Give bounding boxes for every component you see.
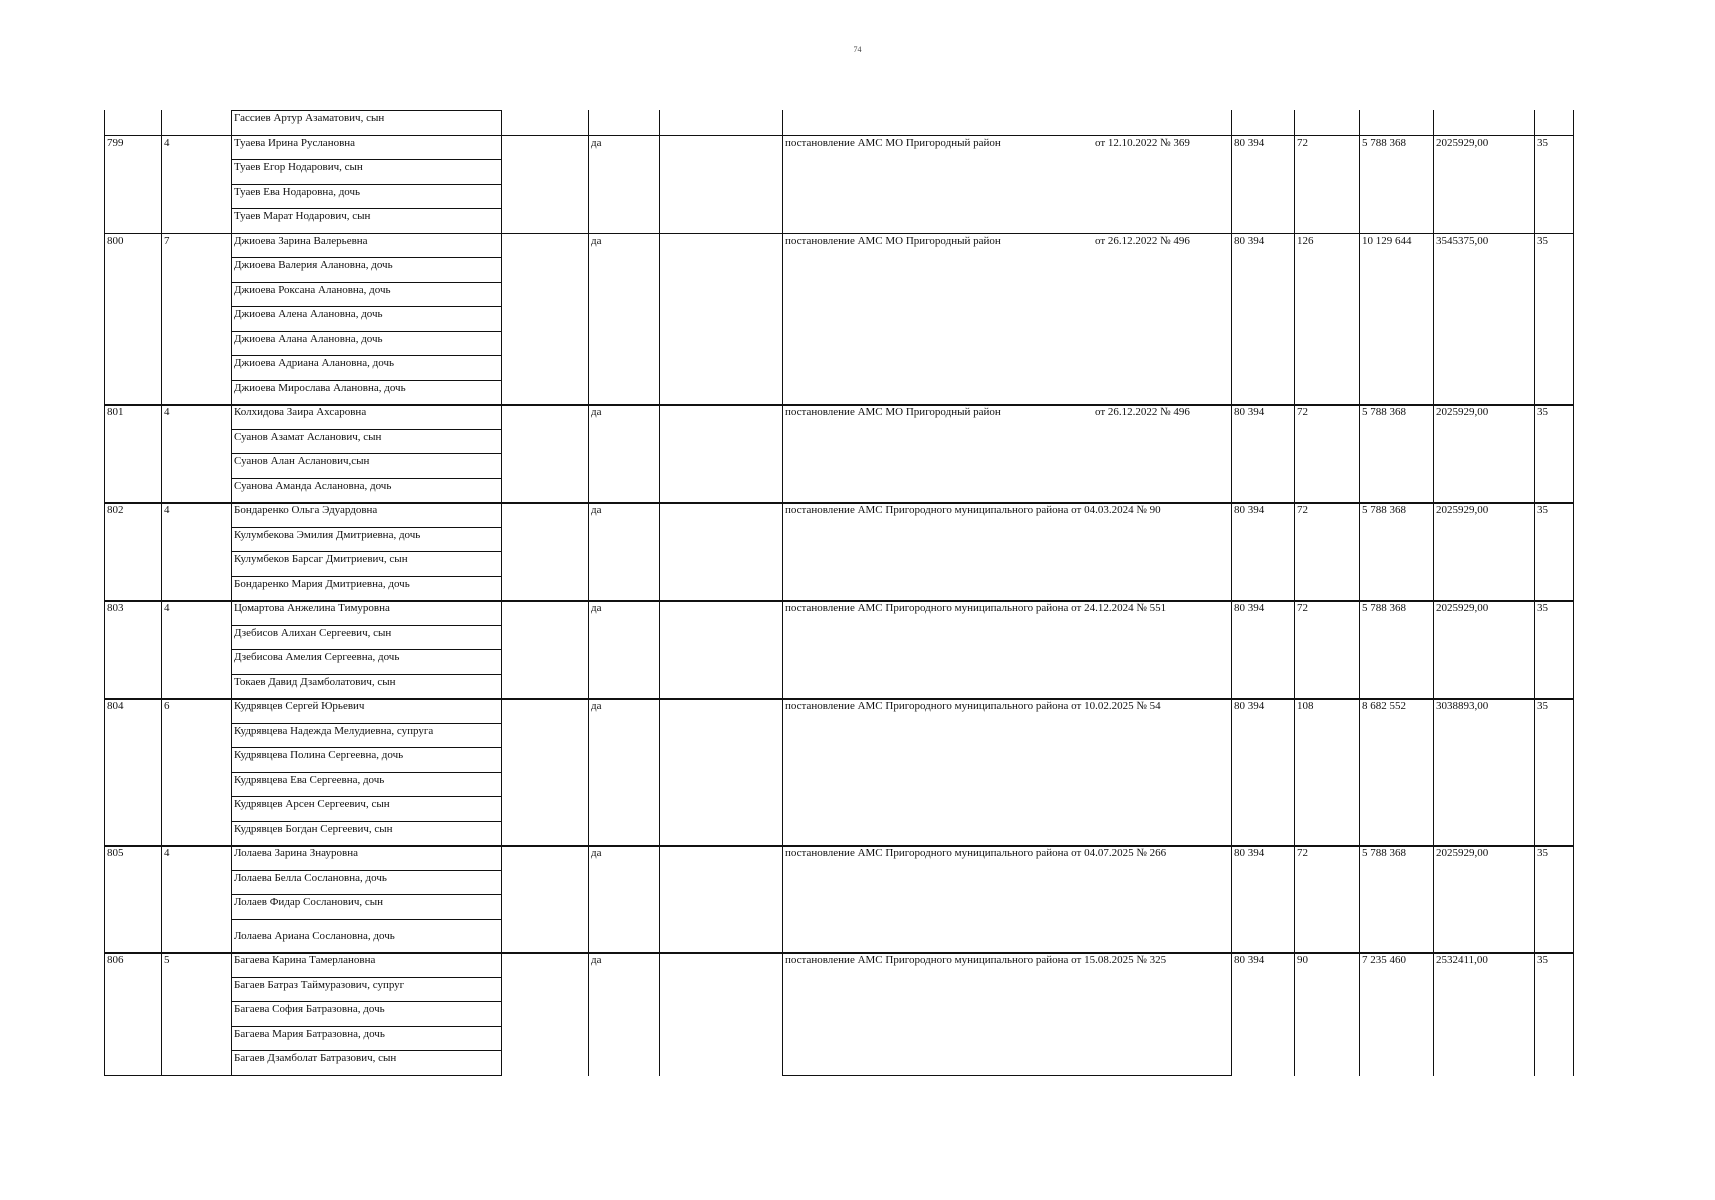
family-member-name: Лолаев Фидар Сосланович, сын <box>234 896 384 908</box>
total-sum: 5 788 368 <box>1362 602 1406 614</box>
payment-amount: 2025929,00 <box>1436 504 1489 516</box>
percent-value: 35 <box>1537 700 1548 712</box>
cost-norm: 80 394 <box>1234 136 1265 149</box>
family-member-name: Джиоева Роксана Алановна, дочь <box>234 283 391 296</box>
family-member-name: Туаев Ева Нодаровна, дочь <box>234 185 361 198</box>
payment-amount: 2025929,00 <box>1436 406 1489 418</box>
decree-text: постановление АМС МО Пригородный район <box>785 234 1001 247</box>
column-divider <box>782 110 783 1076</box>
family-member-name: Багаева София Батразовна, дочь <box>234 1003 385 1015</box>
family-member-name: Цомартова Анжелина Тимуровна <box>234 602 390 614</box>
eligibility-flag: да <box>591 700 602 712</box>
decree-date: от 12.10.2022 № 369 <box>1095 136 1190 149</box>
column-divider <box>1231 110 1232 1076</box>
family-size: 4 <box>164 136 170 149</box>
percent-value: 35 <box>1537 234 1548 247</box>
row-number: 803 <box>107 602 124 614</box>
decree-text: постановление АМС Пригородного муниципального района от 10.02.2025 № 54 <box>785 700 1161 712</box>
area-value: 90 <box>1297 954 1308 966</box>
payment-amount: 3038893,00 <box>1436 700 1489 712</box>
percent-value: 35 <box>1537 406 1548 418</box>
family-member-name: Багаева Мария Батразовна, дочь <box>234 1027 385 1040</box>
column-divider <box>588 110 589 1076</box>
decree-text: постановление АМС Пригородного муниципального района от 24.12.2024 № 551 <box>785 602 1167 614</box>
payment-amount: 3545375,00 <box>1436 234 1489 247</box>
family-member-name: Суанова Аманда Аслановна, дочь <box>234 479 392 492</box>
decree-text: постановление АМС Пригородного муниципального района от 04.03.2024 № 90 <box>785 504 1161 516</box>
row-number: 801 <box>107 406 124 418</box>
member-box-right <box>501 110 502 1076</box>
member-box-bottom <box>231 1075 501 1076</box>
family-member-name: Суанов Алан Асланович,сын <box>234 455 370 467</box>
area-value: 72 <box>1297 406 1308 418</box>
decree-text: постановление АМС МО Пригородный район <box>785 136 1001 149</box>
total-sum: 5 788 368 <box>1362 136 1406 149</box>
decree-date: от 26.12.2022 № 496 <box>1095 234 1190 247</box>
cost-norm: 80 394 <box>1234 504 1265 516</box>
row-number: 804 <box>107 700 124 712</box>
row-number: 805 <box>107 847 124 859</box>
total-sum: 5 788 368 <box>1362 847 1406 859</box>
family-member-name: Кудрявцева Ева Сергеевна, дочь <box>234 773 385 786</box>
family-member-name: Дзебисова Амелия Сергеевна, дочь <box>234 651 400 663</box>
column-divider <box>659 110 660 1076</box>
total-sum: 7 235 460 <box>1362 954 1406 966</box>
total-sum: 5 788 368 <box>1362 406 1406 418</box>
family-member-name: Дзебисов Алихан Сергеевич, сын <box>234 626 392 639</box>
area-value: 72 <box>1297 847 1308 859</box>
area-value: 72 <box>1297 136 1308 149</box>
payment-amount: 2025929,00 <box>1436 847 1489 859</box>
column-divider <box>161 110 162 1076</box>
family-member-name: Кудрявцева Надежда Мелудиевна, супруга <box>234 724 434 737</box>
family-size: 6 <box>164 700 170 712</box>
percent-value: 35 <box>1537 602 1548 614</box>
family-member-name: Лолаева Ариана Сослановна, дочь <box>234 929 395 942</box>
family-member-name: Кулумбекова Эмилия Дмитриевна, дочь <box>234 528 421 541</box>
family-member-name: Багаев Дзамболат Батразович, сын <box>234 1052 397 1064</box>
family-member-name: Джиоева Алана Алановна, дочь <box>234 332 383 345</box>
column-divider <box>1534 110 1535 1076</box>
eligibility-flag: да <box>591 136 602 149</box>
eligibility-flag: да <box>591 504 602 516</box>
area-value: 72 <box>1297 504 1308 516</box>
cost-norm: 80 394 <box>1234 234 1265 247</box>
percent-value: 35 <box>1537 847 1548 859</box>
family-member-name: Багаев Батраз Таймуразович, супруг <box>234 978 405 991</box>
row-number: 806 <box>107 954 124 966</box>
eligibility-flag: да <box>591 234 602 247</box>
family-member-name: Токаев Давид Дзамболатович, сын <box>234 675 396 688</box>
family-member-name: Туаева Ирина Руслановна <box>234 136 356 149</box>
family-size: 4 <box>164 602 170 614</box>
percent-value: 35 <box>1537 136 1548 149</box>
family-member-name: Багаева Карина Тамерлановна <box>234 954 376 966</box>
decree-text: постановление АМС Пригородного муниципального района от 04.07.2025 № 266 <box>785 847 1167 859</box>
family-member-name: Кудрявцев Арсен Сергеевич, сын <box>234 798 390 810</box>
family-member-name: Джиоева Мирослава Алановна, дочь <box>234 381 406 394</box>
total-sum: 10 129 644 <box>1362 234 1412 247</box>
column-divider <box>1573 110 1574 1076</box>
family-size: 7 <box>164 234 170 247</box>
column-divider <box>104 110 105 1076</box>
decree-text: постановление АМС Пригородного муниципального района от 15.08.2025 № 325 <box>785 954 1167 966</box>
area-value: 72 <box>1297 602 1308 614</box>
cost-norm: 80 394 <box>1234 700 1265 712</box>
total-sum: 5 788 368 <box>1362 504 1406 516</box>
payment-amount: 2025929,00 <box>1436 602 1489 614</box>
family-size: 4 <box>164 847 170 859</box>
family-member-name: Туаев Егор Нодарович, сын <box>234 161 363 173</box>
family-member-name: Кудрявцева Полина Сергеевна, дочь <box>234 749 404 761</box>
family-member-name: Туаев Марат Нодарович, сын <box>234 210 371 222</box>
cost-norm: 80 394 <box>1234 954 1265 966</box>
family-size: 4 <box>164 406 170 418</box>
eligibility-flag: да <box>591 602 602 614</box>
family-member-name: Кулумбеков Барсаг Дмитриевич, сын <box>234 553 408 565</box>
payment-amount: 2025929,00 <box>1436 136 1489 149</box>
family-member-name: Джиоева Адриана Алановна, дочь <box>234 357 395 369</box>
family-member-name: Гассиев Артур Азаматович, сын <box>234 112 385 124</box>
decree-bottom-border <box>782 1075 1232 1077</box>
family-member-name: Джиоева Алена Алановна, дочь <box>234 308 383 320</box>
percent-value: 35 <box>1537 954 1548 966</box>
total-sum: 8 682 552 <box>1362 700 1406 712</box>
family-member-name: Джиоева Зарина Валерьевна <box>234 234 368 247</box>
eligibility-flag: да <box>591 954 602 966</box>
cost-norm: 80 394 <box>1234 847 1265 859</box>
family-size: 4 <box>164 504 170 516</box>
cost-norm: 80 394 <box>1234 602 1265 614</box>
housing-registry-table <box>104 110 1573 1088</box>
family-member-name: Колхидова Заира Ахсаровна <box>234 406 367 418</box>
column-divider <box>1294 110 1295 1076</box>
area-value: 126 <box>1297 234 1314 247</box>
eligibility-flag: да <box>591 847 602 859</box>
row-number: 800 <box>107 234 124 247</box>
family-member-name: Кудрявцев Сергей Юрьевич <box>234 700 365 712</box>
family-member-name: Бондаренко Ольга Эдуардовна <box>234 504 378 516</box>
table-bottom-border <box>104 1075 233 1077</box>
family-member-name: Лолаева Зарина Знауровна <box>234 847 358 859</box>
eligibility-flag: да <box>591 406 602 418</box>
column-divider <box>231 110 232 1076</box>
page-number: 74 <box>853 45 862 54</box>
column-divider <box>1433 110 1434 1076</box>
payment-amount: 2532411,00 <box>1436 954 1488 966</box>
column-divider <box>1359 110 1360 1076</box>
percent-value: 35 <box>1537 504 1548 516</box>
decree-date: от 26.12.2022 № 496 <box>1095 406 1190 418</box>
family-member-name: Джиоева Валерия Алановна, дочь <box>234 259 393 271</box>
area-value: 108 <box>1297 700 1314 712</box>
decree-text: постановление АМС МО Пригородный район <box>785 406 1001 418</box>
row-number: 802 <box>107 504 124 516</box>
family-member-name: Кудрявцев Богдан Сергеевич, сын <box>234 822 393 835</box>
family-member-name: Лолаева Белла Сослановна, дочь <box>234 871 387 884</box>
family-size: 5 <box>164 954 170 966</box>
family-member-name: Бондаренко Мария Дмитриевна, дочь <box>234 577 410 590</box>
cost-norm: 80 394 <box>1234 406 1265 418</box>
row-number: 799 <box>107 136 124 149</box>
family-member-name: Суанов Азамат Асланович, сын <box>234 430 382 443</box>
